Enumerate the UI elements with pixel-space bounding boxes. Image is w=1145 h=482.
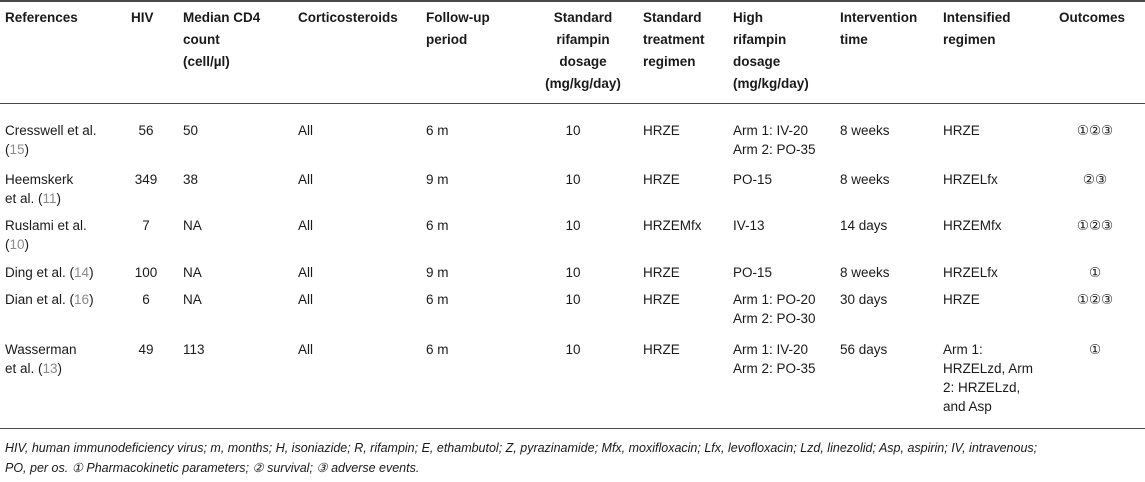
citation-link[interactable]: 14: [74, 265, 90, 280]
intervention-time-cell: 8 weeks: [840, 265, 890, 280]
header-standard-regimen: Standard treatment regimen: [643, 10, 705, 69]
hiv-cell: 6: [142, 292, 150, 307]
high-dosage-cell: Arm 1: PO-20 Arm 2: PO-30: [733, 292, 816, 326]
standard-regimen-cell: HRZE: [643, 123, 680, 138]
follow-up-cell: 6 m: [426, 292, 449, 307]
header-high-dosage: High rifampin dosage (mg/kg/day): [733, 10, 809, 91]
table-bottom-rule: [0, 428, 1145, 429]
cd4-cell: 113: [183, 342, 205, 357]
reference-cell: Cresswell et al. (15): [5, 123, 97, 157]
cd4-cell: NA: [183, 292, 202, 307]
header-standard-dosage: Standard rifampin dosage (mg/kg/day): [545, 10, 621, 91]
header-intervention-time: Intervention time: [840, 10, 918, 47]
header-divider: [0, 103, 1145, 104]
reference-cell: Heemskerk et al. (11): [5, 172, 74, 206]
hiv-cell: 49: [138, 342, 154, 357]
standard-regimen-cell: HRZE: [643, 292, 680, 307]
intervention-time-cell: 14 days: [840, 218, 888, 233]
citation-link[interactable]: 13: [42, 361, 58, 376]
high-dosage-cell: Arm 1: IV-20 Arm 2: PO-35: [733, 123, 816, 157]
high-dosage-cell: PO-15: [733, 265, 773, 280]
standard-regimen-cell: HRZE: [643, 265, 680, 280]
intensified-regimen-cell: HRZE: [943, 123, 980, 138]
hiv-cell: 56: [138, 123, 154, 138]
outcomes-cell: ①: [1088, 342, 1102, 357]
intervention-time-cell: 30 days: [840, 292, 888, 307]
intensified-regimen-cell: Arm 1: HRZELzd, Arm 2: HRZELzd, and Asp: [943, 342, 1034, 414]
intensified-regimen-cell: HRZELfx: [943, 172, 998, 187]
standard-dosage-cell: 10: [565, 218, 581, 233]
reference-cell: Ding et al. (14): [5, 265, 94, 280]
standard-regimen-cell: HRZE: [643, 342, 680, 357]
standard-dosage-cell: 10: [565, 265, 581, 280]
intervention-time-cell: 56 days: [840, 342, 888, 357]
intensified-regimen-cell: HRZELfx: [943, 265, 998, 280]
corticosteroids-cell: All: [298, 218, 314, 233]
cd4-cell: 50: [183, 123, 199, 138]
high-dosage-cell: PO-15: [733, 172, 773, 187]
corticosteroids-cell: All: [298, 172, 314, 187]
reference-cell: Ruslami et al. (10): [5, 218, 87, 252]
reference-cell: Dian et al. (16): [5, 292, 94, 307]
standard-regimen-cell: HRZEMfx: [643, 218, 702, 233]
cd4-cell: NA: [183, 218, 202, 233]
corticosteroids-cell: All: [298, 123, 314, 138]
hiv-cell: 7: [142, 218, 150, 233]
header-references: References: [5, 10, 78, 25]
header-corticosteroids: Corticosteroids: [298, 10, 398, 25]
table-footnote: HIV, human immunodeficiency virus; m, months; H, isoniazide; R, rifampin; E, ethambutol; Z, pyrazinamide; Mfx, moxifloxacin; Lfx, levofloxacin; Lzd, linezolid; Asp, aspirin; IV, intravenous; PO, per os. ① Pharmacokinetic parameters; ② survival; ③ adverse events.: [5, 441, 1038, 475]
high-dosage-cell: Arm 1: IV-20 Arm 2: PO-35: [733, 342, 816, 376]
table-top-rule: [0, 0, 1145, 2]
header-median-cd4: Median CD4 count (cell/µl): [183, 10, 261, 69]
standard-dosage-cell: 10: [565, 292, 581, 307]
standard-regimen-cell: HRZE: [643, 172, 680, 187]
follow-up-cell: 6 m: [426, 123, 449, 138]
header-hiv: HIV: [131, 10, 154, 25]
header-intensified-regimen: Intensified regimen: [943, 10, 1011, 47]
outcomes-cell: ②③: [1082, 172, 1108, 187]
corticosteroids-cell: All: [298, 292, 314, 307]
citation-link[interactable]: 11: [42, 191, 57, 206]
citation-link[interactable]: 16: [74, 292, 90, 307]
standard-dosage-cell: 10: [565, 342, 581, 357]
cd4-cell: 38: [183, 172, 199, 187]
intensified-regimen-cell: HRZE: [943, 292, 980, 307]
hiv-cell: 349: [134, 172, 158, 187]
intensified-regimen-cell: HRZEMfx: [943, 218, 1002, 233]
corticosteroids-cell: All: [298, 342, 314, 357]
header-outcomes: Outcomes: [1059, 10, 1126, 25]
cd4-cell: NA: [183, 265, 202, 280]
outcomes-cell: ①②③: [1076, 123, 1114, 138]
follow-up-cell: 6 m: [426, 342, 449, 357]
corticosteroids-cell: All: [298, 265, 314, 280]
intervention-time-cell: 8 weeks: [840, 123, 890, 138]
header-follow-up: Follow-up period: [426, 10, 490, 47]
outcomes-cell: ①②③: [1076, 218, 1114, 233]
hiv-cell: 100: [134, 265, 158, 280]
intervention-time-cell: 8 weeks: [840, 172, 890, 187]
follow-up-cell: 6 m: [426, 218, 449, 233]
standard-dosage-cell: 10: [565, 123, 581, 138]
outcomes-cell: ①: [1088, 265, 1102, 280]
citation-link[interactable]: 15: [9, 142, 25, 157]
follow-up-cell: 9 m: [426, 265, 449, 280]
follow-up-cell: 9 m: [426, 172, 449, 187]
citation-link[interactable]: 10: [9, 237, 25, 252]
reference-cell: Wasserman et al. (13): [5, 342, 77, 376]
high-dosage-cell: IV-13: [733, 218, 765, 233]
standard-dosage-cell: 10: [565, 172, 581, 187]
outcomes-cell: ①②③: [1076, 292, 1114, 307]
